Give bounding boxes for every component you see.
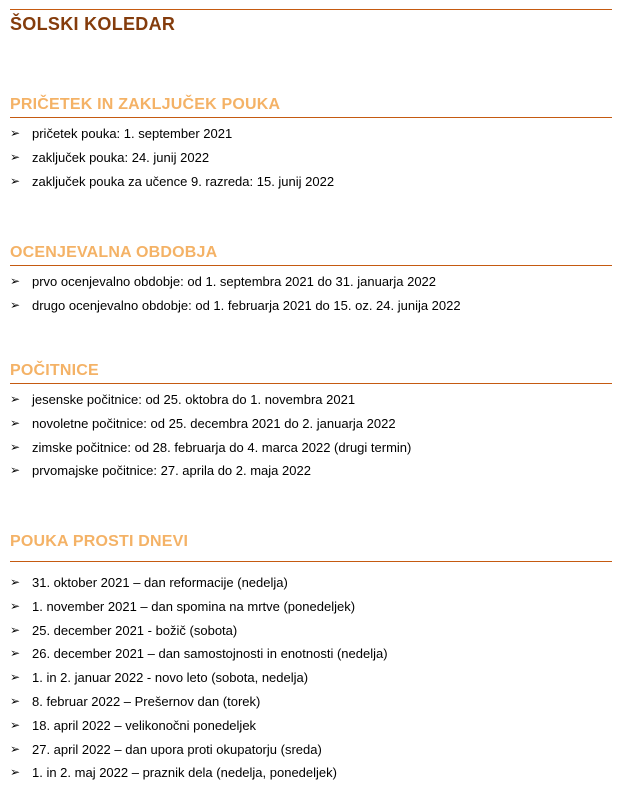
arrow-bullet-icon: ➢ bbox=[10, 149, 21, 164]
list-item bbox=[10, 412, 612, 436]
list-item-text: 25. december 2021 - božič (sobota) bbox=[32, 622, 238, 638]
list-item bbox=[10, 436, 612, 460]
list-item bbox=[10, 666, 612, 690]
list-item-text: 8. februar 2022 – Prešernov dan (torek) bbox=[32, 693, 261, 709]
section-holidays bbox=[10, 361, 612, 483]
list-item bbox=[10, 388, 612, 412]
item-list bbox=[10, 388, 612, 483]
section-days-off bbox=[10, 532, 612, 785]
arrow-bullet-icon: ➢ bbox=[10, 741, 21, 756]
list-item bbox=[10, 170, 612, 194]
list-item-text: 27. april 2022 – dan upora proti okupatorju (sreda) bbox=[32, 741, 322, 757]
list-item bbox=[10, 642, 612, 666]
list-item-text: 31. oktober 2021 – dan reformacije (nedelja) bbox=[32, 575, 288, 590]
arrow-bullet-icon: ➢ bbox=[10, 274, 21, 288]
section-heading: POUKA PROSTI DNEVI bbox=[10, 532, 612, 562]
arrow-bullet-icon: ➢ bbox=[10, 670, 21, 685]
list-item-text: 26. december 2021 – dan samostojnosti in enotnosti (nedelja) bbox=[32, 646, 388, 662]
list-item-text: 1. in 2. januar 2022 - novo leto (sobota, nedelja) bbox=[32, 670, 309, 686]
list-item-text: zimske počitnice: od 28. februarja do 4. marca 2022 (drugi termin) bbox=[32, 439, 412, 455]
arrow-bullet-icon: ➢ bbox=[10, 622, 21, 637]
arrow-bullet-icon: ➢ bbox=[10, 463, 21, 478]
arrow-bullet-icon: ➢ bbox=[10, 126, 21, 140]
list-item-text: pričetek pouka: 1. september 2021 bbox=[32, 126, 233, 141]
section-start-end bbox=[10, 95, 612, 193]
arrow-bullet-icon: ➢ bbox=[10, 439, 21, 454]
arrow-bullet-icon: ➢ bbox=[10, 392, 21, 406]
arrow-bullet-icon: ➢ bbox=[10, 173, 21, 188]
arrow-bullet-icon: ➢ bbox=[10, 646, 21, 661]
section-grading-periods bbox=[10, 243, 612, 318]
list-item-text: 18. april 2022 – velikonočni ponedeljek bbox=[32, 717, 257, 733]
list-item-text: drugo ocenjevalno obdobje: od 1. februarja 2021 do 15. oz. 24. junija 2022 bbox=[32, 297, 461, 313]
list-item bbox=[10, 459, 612, 483]
list-item-text: prvo ocenjevalno obdobje: od 1. septembra 2021 do 31. januarja 2022 bbox=[32, 274, 437, 289]
list-item bbox=[10, 738, 612, 762]
arrow-bullet-icon: ➢ bbox=[10, 693, 21, 708]
arrow-bullet-icon: ➢ bbox=[10, 415, 21, 430]
list-item-text: jesenske počitnice: od 25. oktobra do 1. novembra 2021 bbox=[32, 392, 356, 407]
page-title: ŠOLSKI KOLEDAR bbox=[10, 14, 176, 34]
arrow-bullet-icon: ➢ bbox=[10, 297, 21, 312]
list-item bbox=[10, 761, 612, 785]
item-list bbox=[10, 270, 612, 318]
list-item-text: 1. in 2. maj 2022 – praznik dela (nedelja, ponedeljek) bbox=[32, 765, 337, 781]
list-item-text: 1. november 2021 – dan spomina na mrtve (ponedeljek) bbox=[32, 598, 356, 614]
list-item bbox=[10, 294, 612, 318]
list-item bbox=[10, 270, 612, 294]
list-item bbox=[10, 122, 612, 146]
item-list bbox=[10, 122, 612, 193]
arrow-bullet-icon: ➢ bbox=[10, 765, 21, 780]
title-rule bbox=[10, 9, 612, 10]
list-item bbox=[10, 595, 612, 619]
list-item bbox=[10, 146, 612, 170]
section-heading: OCENJEVALNA OBDOBJA bbox=[10, 243, 612, 266]
section-heading: POČITNICE bbox=[10, 361, 612, 384]
list-item bbox=[10, 690, 612, 714]
list-item-text: zaključek pouka: 24. junij 2022 bbox=[32, 149, 210, 165]
item-list bbox=[10, 571, 612, 785]
list-item-text: novoletne počitnice: od 25. decembra 2021 do 2. januarja 2022 bbox=[32, 415, 396, 431]
section-heading: PRIČETEK IN ZAKLJUČEK POUKA bbox=[10, 95, 612, 118]
arrow-bullet-icon: ➢ bbox=[10, 598, 21, 613]
list-item bbox=[10, 714, 612, 738]
list-item bbox=[10, 571, 612, 595]
arrow-bullet-icon: ➢ bbox=[10, 717, 21, 732]
list-item bbox=[10, 619, 612, 643]
list-item-text: prvomajske počitnice: 27. aprila do 2. maja 2022 bbox=[32, 463, 311, 479]
arrow-bullet-icon: ➢ bbox=[10, 575, 21, 589]
list-item-text: zaključek pouka za učence 9. razreda: 15. junij 2022 bbox=[32, 173, 335, 189]
